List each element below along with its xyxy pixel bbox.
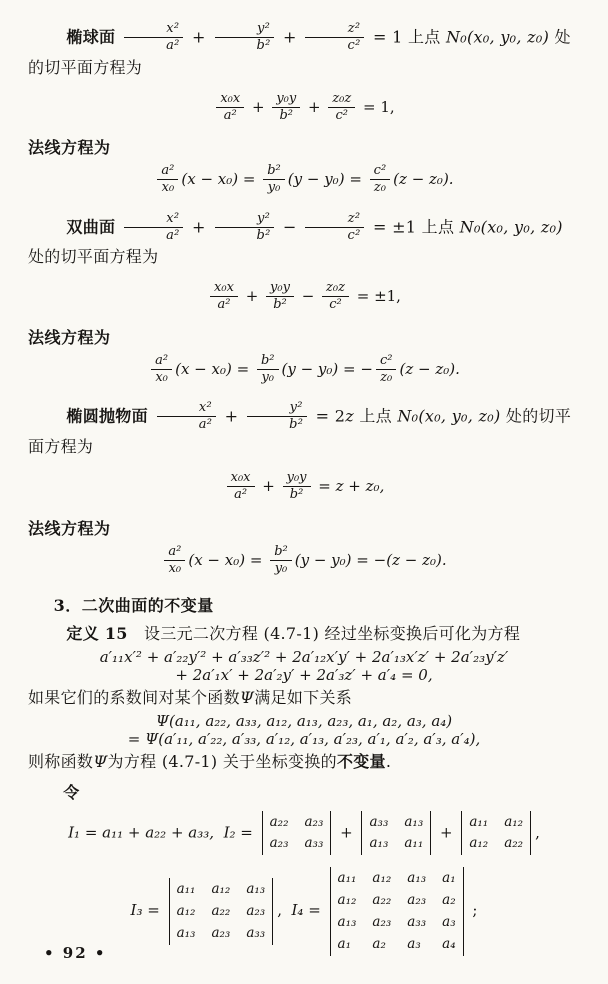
fraction: $\frac{\text{a²}}{\text{x₀}}$ — [151, 353, 172, 387]
fraction: $\frac{\text{b²}}{\text{y₀}}$ — [270, 544, 292, 578]
label-let: 令 — [63, 782, 80, 802]
para-ellipsoid: 椭球面 $\frac{\text{x²}}{\text{a²}}$ + $\frac{\text{y²}}{\text{b²}}$ + $\frac{\text{z²}}{\text{c²}}$ = 1 上点 N₀(x₀, y₀, z₀) 处的切平面方程为 — [28, 21, 571, 77]
fraction: $\frac{\text{z₀z}}{\text{c²}}$ — [322, 280, 349, 314]
label-normal-equation-2: 法线方程为 — [28, 327, 111, 347]
fraction: $\frac{\text{z²}}{\text{c²}}$ — [305, 211, 364, 245]
eq-invariants-i3-i4: I₃ = a₁₁ a₁₂ a₁₃ a₁₂ a₂₂ a₂₃ a₁₃ a₂₃ a₃₃ , I₄ = a₁₁ a₁₂ a₁₃ a₁ a₁₂ a₂₂ a₂₃ a₂ a₁₃ a₂₃ a₃₃ a₃ a₁ a₂ a₃ a₄ ; — [28, 865, 580, 957]
eq-transformed-quadric-line1: a′₁₁x′² + a′₂₂y′² + a′₃₃z′² + 2a′₁₂x′y′ + 2a′₁₃x′z′ + 2a′₂₃y′z′ — [99, 647, 509, 666]
fraction: $\frac{\text{b²}}{\text{y₀}}$ — [257, 353, 279, 387]
fraction: $\frac{\text{y₀y}}{\text{b²}}$ — [266, 280, 294, 314]
eq-hyperboloid-normal-line: $\frac{\text{a²}}{\text{x₀}}$ (x − x₀) = $\frac{\text{b²}}{\text{y₀}}$ (y − y₀) = − $\frac{\text{c²}}{\text{z₀}}$ (z − z₀). — [28, 352, 580, 388]
eq-transformed-quadric-line2: + 2a′₁x′ + 2a′₂y′ + 2a′₃z′ + a′₄ = 0, — [175, 665, 433, 684]
para-hyperboloid: 双曲面 $\frac{\text{x²}}{\text{a²}}$ + $\frac{\text{y²}}{\text{b²}}$ − $\frac{\text{z²}}{\text{c²}}$ = ±1 上点 N₀(x₀, y₀, z₀) 处的切平面方程为 — [28, 210, 569, 266]
para-elliptic-paraboloid: 椭圆抛物面 $\frac{\text{x²}}{\text{a²}}$ + $\frac{\text{y²}}{\text{b²}}$ = 2z 上点 N₀(x₀, y₀, z₀) 处的切平面方程为 — [28, 400, 572, 456]
eq-psi-arguments: Ψ(a₁₁, a₂₂, a₃₃, a₁₂, a₁₃, a₂₃, a₁, a₂, a₃, a₄) — [155, 711, 453, 730]
fraction: $\frac{\text{x₀x}}{\text{a²}}$ — [216, 91, 244, 125]
determinant: a₁₁ a₁₂ a₁₂ a₂₂ — [461, 811, 531, 856]
para-definition-15: 定义 15 设三元二次方程 (4.7-1) 经过坐标变换后可化为方程 — [66, 623, 521, 643]
determinant: a₂₂ a₂₃ a₂₃ a₃₃ — [262, 811, 332, 856]
eq-paraboloid-tangent-plane: $\frac{\text{x₀x}}{\text{a²}}$ + $\frac{\text{y₀y}}{\text{b²}}$ = z + z₀, — [28, 469, 580, 505]
eq-invariants-i1-i2: I₁ = a₁₁ + a₂₂ + a₃₃, I₂ = a₂₂ a₂₃ a₂₃ a₃₃ + a₃₃ a₁₃ a₁₃ a₁₁ + a₁₁ a₁₂ a₁₂ a₂₂ , — [28, 809, 580, 858]
fraction: $\frac{\text{x₀x}}{\text{a²}}$ — [227, 470, 255, 504]
determinant: a₃₃ a₁₃ a₁₃ a₁₁ — [361, 811, 431, 856]
fraction: $\frac{\text{z²}}{\text{c²}}$ — [305, 21, 364, 55]
fraction: $\frac{\text{c²}}{\text{z₀}}$ — [370, 163, 391, 197]
page-number: • 92 • — [44, 944, 107, 962]
fraction: $\frac{\text{y²}}{\text{b²}}$ — [247, 400, 308, 434]
fraction: $\frac{\text{a²}}{\text{x₀}}$ — [164, 544, 185, 578]
eq-hyperboloid-tangent-plane: $\frac{\text{x₀x}}{\text{a²}}$ + $\frac{\text{y₀y}}{\text{b²}}$ − $\frac{\text{z₀z}}{\text{c²}}$ = ±1, — [28, 279, 580, 315]
fraction: $\frac{\text{z₀z}}{\text{c²}}$ — [328, 91, 355, 125]
eq-psi-arguments-primed: = Ψ(a′₁₁, a′₂₂, a′₃₃, a′₁₂, a′₁₃, a′₂₃, a′₁, a′₂, a′₃, a′₄), — [127, 729, 481, 748]
section-heading-invariants: 3．二次曲面的不变量 — [53, 595, 214, 615]
label-normal-equation-1: 法线方程为 — [28, 138, 111, 157]
fraction: $\frac{\text{y₀y}}{\text{b²}}$ — [283, 470, 311, 504]
fraction: $\frac{\text{y₀y}}{\text{b²}}$ — [272, 91, 300, 125]
fraction: $\frac{\text{y²}}{\text{b²}}$ — [214, 211, 275, 245]
determinant: a₁₁ a₁₂ a₁₃ a₁₂ a₂₂ a₂₃ a₁₃ a₂₃ a₃₃ — [169, 878, 274, 945]
eq-ellipsoid-normal-line: $\frac{\text{a²}}{\text{x₀}}$ (x − x₀) = $\frac{\text{b²}}{\text{y₀}}$ (y − y₀) = $\frac{\text{c²}}{\text{z₀}}$ (z − z₀). — [28, 162, 580, 198]
label-normal-equation-3: 法线方程为 — [28, 519, 111, 538]
fraction: $\frac{\text{y²}}{\text{b²}}$ — [214, 21, 275, 55]
fraction: $\frac{\text{x²}}{\text{a²}}$ — [156, 400, 216, 434]
fraction: $\frac{\text{b²}}{\text{y₀}}$ — [263, 163, 285, 197]
eq-paraboloid-normal-line: $\frac{\text{a²}}{\text{x₀}}$ (x − x₀) = $\frac{\text{b²}}{\text{y₀}}$ (y − y₀) = −(z − z₀). — [28, 543, 580, 579]
fraction: $\frac{\text{x²}}{\text{a²}}$ — [124, 21, 184, 55]
fraction: $\frac{\text{x²}}{\text{a²}}$ — [124, 211, 184, 245]
fraction: $\frac{\text{a²}}{\text{x₀}}$ — [157, 163, 178, 197]
fraction: $\frac{\text{x₀x}}{\text{a²}}$ — [210, 280, 238, 314]
para-invariant-conclusion: 则称函数Ψ为方程 (4.7-1) 关于坐标变换的不变量. — [28, 751, 392, 771]
para-coefficient-condition: 如果它们的系数间对某个函数Ψ满足如下关系 — [28, 687, 353, 707]
determinant: a₁₁ a₁₂ a₁₃ a₁ a₁₂ a₂₂ a₂₃ a₂ a₁₃ a₂₃ a₃₃ a₃ a₁ a₂ a₃ a₄ — [330, 867, 464, 955]
eq-ellipsoid-tangent-plane: $\frac{\text{x₀x}}{\text{a²}}$ + $\frac{\text{y₀y}}{\text{b²}}$ + $\frac{\text{z₀z}}{\text{c²}}$ = 1, — [28, 90, 580, 126]
fraction: $\frac{\text{c²}}{\text{z₀}}$ — [376, 353, 397, 387]
